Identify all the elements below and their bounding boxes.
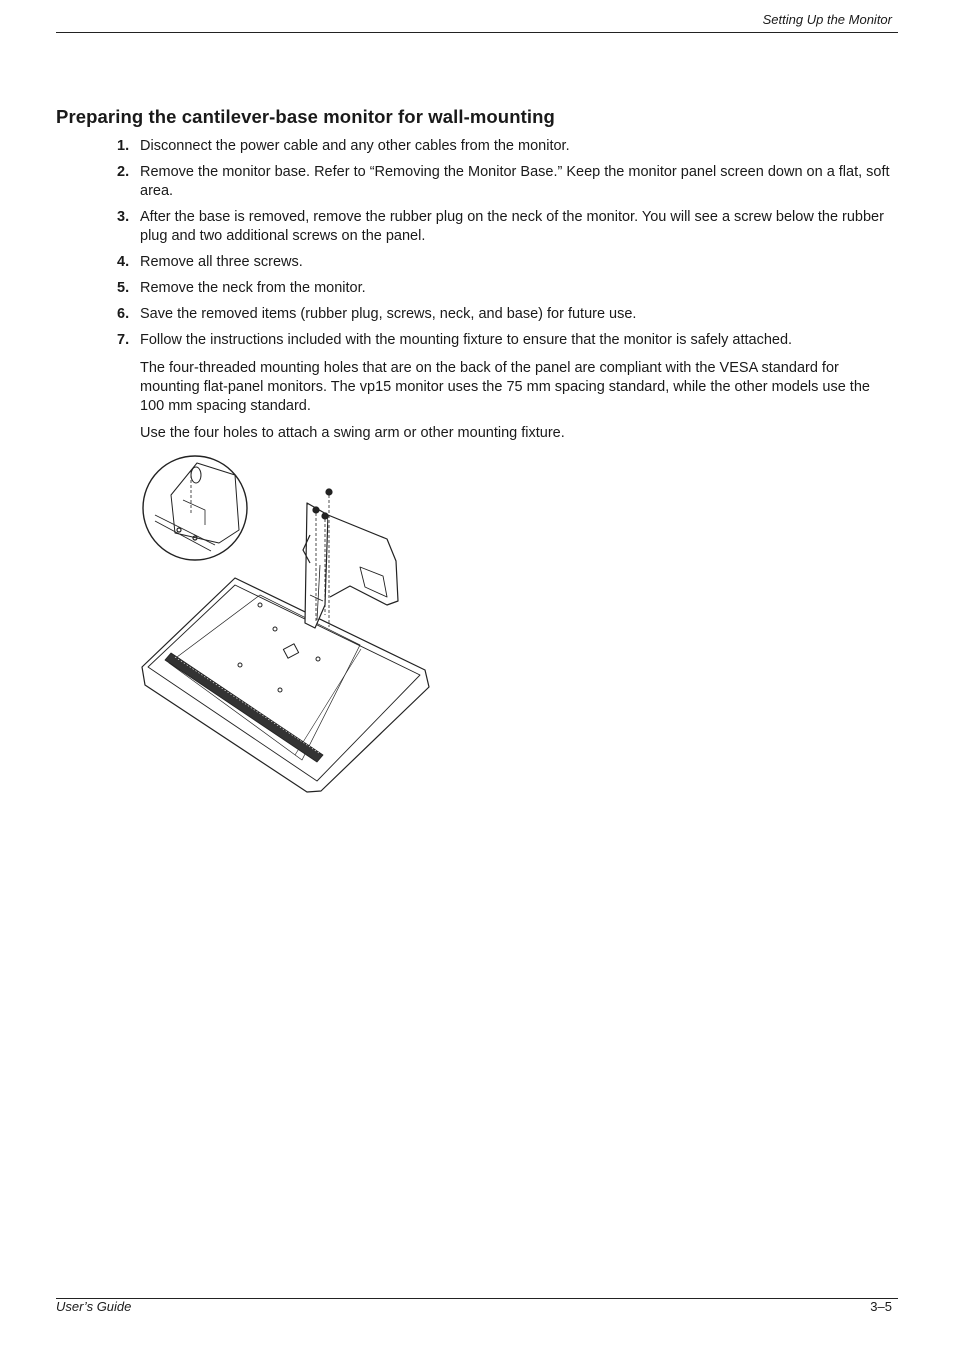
steps-list: [0, 137, 954, 357]
step-number: 1.: [117, 138, 130, 154]
step-text: Disconnect the power cable and any other cables from the monitor.: [140, 138, 570, 154]
monitor-neck: [303, 503, 398, 628]
header-rule: [56, 32, 898, 33]
step-text: Remove the neck from the monitor.: [140, 280, 366, 296]
step-text: Save the removed items (rubber plug, screws, neck, and base) for future use.: [140, 306, 637, 322]
detail-magnifier: [143, 456, 247, 560]
running-head: Setting Up the Monitor: [762, 12, 892, 27]
step-number: 5.: [117, 280, 130, 296]
footer-guide-title: User’s Guide: [56, 1299, 132, 1314]
section-title: Preparing the cantilever-base monitor for wall-mounting: [56, 106, 555, 127]
page-number: 3–5: [870, 1299, 892, 1314]
step-2: [0, 163, 954, 201]
step-text: After the base is removed, remove the rubber plug on the neck of the monitor. You will see a screw below the rubber plug and two additional screws on the panel.: [140, 209, 884, 244]
footer-rule: [56, 1298, 898, 1299]
wall-mount-illustration: [135, 455, 435, 795]
step-text: Remove the monitor base. Refer to “Removing the Monitor Base.” Keep the monitor panel screen down on a flat, soft area.: [140, 164, 890, 199]
holes-paragraph: Use the four holes to attach a swing arm or other mounting fixture.: [140, 425, 565, 441]
step-number: 4.: [117, 254, 130, 270]
monitor-panel: [142, 578, 429, 792]
step-number: 7.: [117, 332, 130, 348]
vesa-paragraph: The four-threaded mounting holes that are on the back of the panel are compliant with the VESA standard for mounting flat-panel monitors. The vp15 monitor uses the 75 mm spacing standard, while the other models use the 100 mm spacing standard.: [140, 360, 870, 414]
step-number: 2.: [117, 164, 130, 180]
step-7: [0, 331, 954, 350]
step-number: 6.: [117, 306, 130, 322]
step-6: [0, 305, 954, 324]
step-5: [0, 279, 954, 298]
step-4: [0, 253, 954, 272]
step-number: 3.: [117, 209, 130, 225]
step-1: [0, 137, 954, 156]
step-text: Follow the instructions included with the mounting fixture to ensure that the monitor is safely attached.: [140, 332, 793, 348]
step-3: [0, 208, 954, 246]
step-text: Remove all three screws.: [140, 254, 303, 270]
